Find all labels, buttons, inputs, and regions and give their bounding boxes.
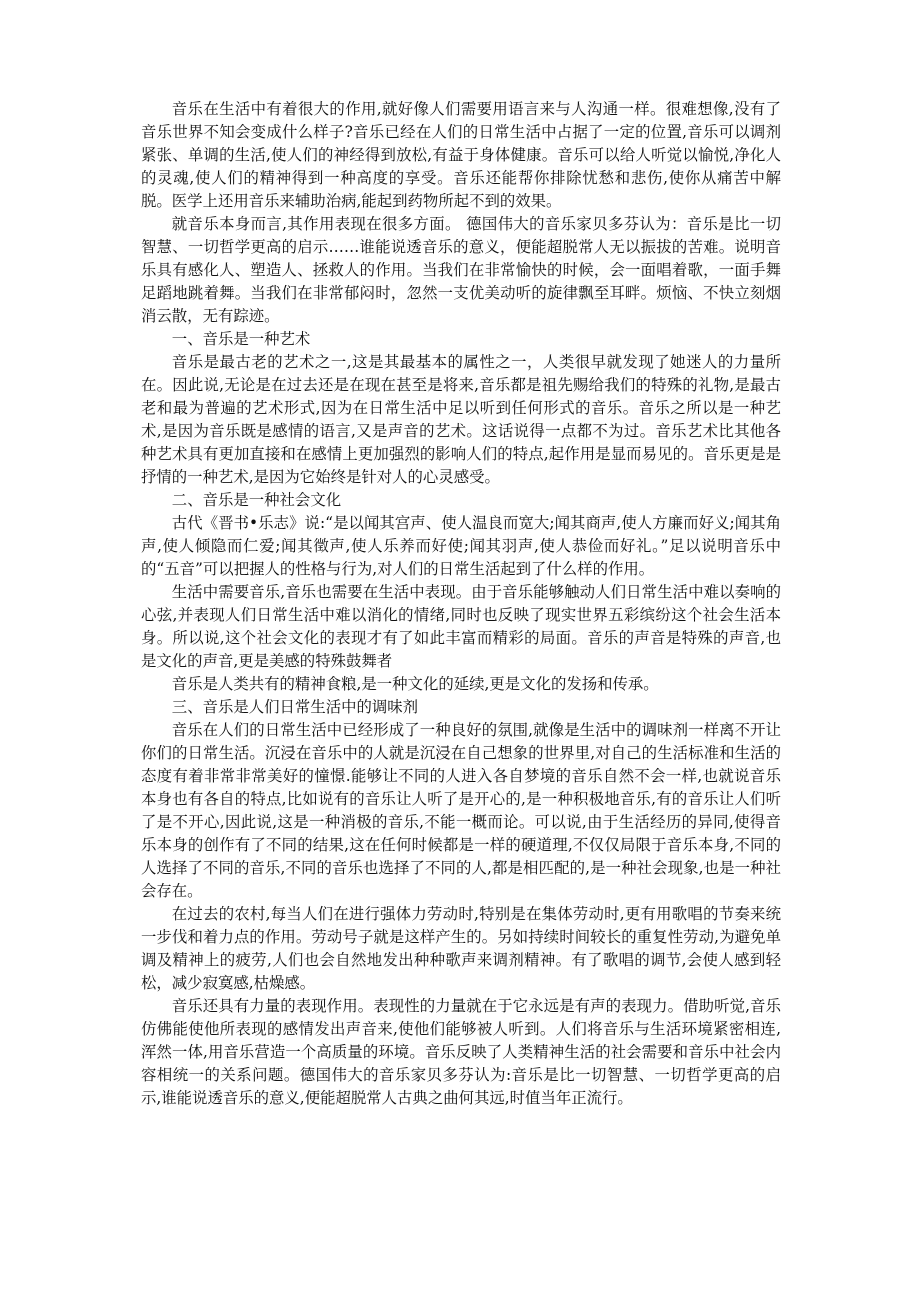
- section-heading-2: 二、音乐是一种社会文化: [171, 491, 342, 509]
- paragraph-seasoning: 音乐在人们的日常生活中已经形成了一种良好的氛围,就像是生活中的调味剂一样离不开让你们的日常生活。沉浸在音乐中的人就是沉浸在自己想象的世界里,对自己的生活标准和生活的态度有着非常非常美好的憧憬.能够让不同的人进入各自梦境的音乐自然不会一样,也就说音乐本身也有各自的特点,比如说有的音乐让人听了是开心的,是一种积极地音乐,有的音乐让人们听了是不开心,因此说,这是一种消极的音乐,不能一概而论。可以说,由于生活经历的异同,使得音乐本身的创作有了不同的结果,这在任何时候都是一样的硬道理,不仅仅局限于音乐本身,不同的人选择了不同的音乐,不同的音乐也选择了不同的人,都是相匹配的,是一种社会现象,也是一种社会存在。: [141, 721, 781, 900]
- paragraph-spiritual-food: 音乐是人类共有的精神食粮,是一种文化的延续,更是文化的发扬和传承。: [171, 675, 659, 693]
- paragraph-labor: 在过去的农村,每当人们在进行强体力劳动时,特别是在集体劳动时,更有用歌唱的节奏来统一步伐和着力点的作用。劳动号子就是这样产生的。另如持续时间较长的重复性劳动,为避免单调及精神上的疲劳,人们也会自然地发出种种歌声来调剂精神。有了歌唱的调节,会使人感到轻松，减少寂寞感,枯燥感。: [141, 905, 781, 992]
- section-heading-3: 三、音乐是人们日常生活中的调味剂: [171, 698, 419, 716]
- paragraph-beethoven: 就音乐本身而言,其作用表现在很多方面。 德国伟大的音乐家贝多芬认为：音乐是比一切智慧、一切哲学更高的启示……谁能说透音乐的意义，便能超脱常人无以振拔的苦难。说明音乐具有感化人、塑造人、拯救人的作用。当我们在非常愉快的时候，会一面唱着歌，一面手舞足蹈地跳着舞。当我们在非常郁闷时，忽然一支优美动听的旋律飘至耳畔。烦恼、不快立刻烟消云散，无有踪迹。: [141, 215, 781, 325]
- paragraph-art: 音乐是最古老的艺术之一,这是其最基本的属性之一，人类很早就发现了她迷人的力量所在。因此说,无论是在过去还是在现在甚至是将来,音乐都是祖先赐给我们的特殊的礼物,是最古老和最为普遍的艺术形式,因为在日常生活中足以听到任何形式的音乐。音乐之所以是一种艺术,是因为音乐既是感情的语言,又是声音的艺术。这话说得一点都不为过。音乐艺术比其他各种艺术具有更加直接和在感情上更加强烈的影响人们的特点,起作用是显而易见的。音乐更是是抒情的一种艺术,是因为它始终是针对人的心灵感受。: [141, 353, 781, 486]
- paragraph-jinshu: 古代《晋书•乐志》说:“是以闻其宫声、使人温良而宽大;闻其商声,使人方廉而好义;闻其角声,使人倾隐而仁爱;闻其徵声,使人乐养而好使;闻其羽声,使人恭俭而好礼。”足以说明音乐中的“五音”可以把握人的性格与行为,对人们的日常生活起到了什么样的作用。: [141, 514, 781, 578]
- paragraph-life-music: 生活中需要音乐,音乐也需要在生活中表现。由于音乐能够触动人们日常生活中难以奏响的心弦,并表现人们日常生活中难以消化的情绪,同时也反映了现实世界五彩缤纷这个社会生活本身。所以说,这个社会文化的表现才有了如此丰富而精彩的局面。音乐的声音是特殊的声音,也是文化的声音,更是美感的特殊鼓舞者: [141, 583, 781, 670]
- section-heading-1: 一、音乐是一种艺术: [171, 330, 311, 348]
- paragraph-intro: 音乐在生活中有着很大的作用,就好像人们需要用语言来与人沟通一样。很难想像,没有了音乐世界不知会变成什么样子?音乐已经在人们的日常生活中占据了一定的位置,音乐可以调剂紧张、单调的生活,使人们的神经得到放松,有益于身体健康。音乐可以给人听觉以愉悦,净化人的灵魂,使人们的精神得到一种高度的享受。音乐还能帮你排除忧愁和悲伤,使你从痛苦中解脱。医学上还用音乐来辅助治病,能起到药物所起不到的效果。: [141, 100, 781, 210]
- paragraph-expression: 音乐还具有力量的表现作用。表现性的力量就在于它永远是有声的表现力。借助听觉,音乐仿佛能使他所表现的感情发出声音来,使他们能够被人听到。人们将音乐与生活环境紧密相连,浑然一体,用音乐营造一个高质量的环境。音乐反映了人类精神生活的社会需要和音乐中社会内容相统一的关系问题。德国伟大的音乐家贝多芬认为:音乐是比一切智慧、一切哲学更高的启示,谁能说透音乐的意义,便能超脱常人古典之曲何其远,时值当年正流行。: [141, 997, 781, 1107]
- document-page: [141, 98, 781, 1110]
